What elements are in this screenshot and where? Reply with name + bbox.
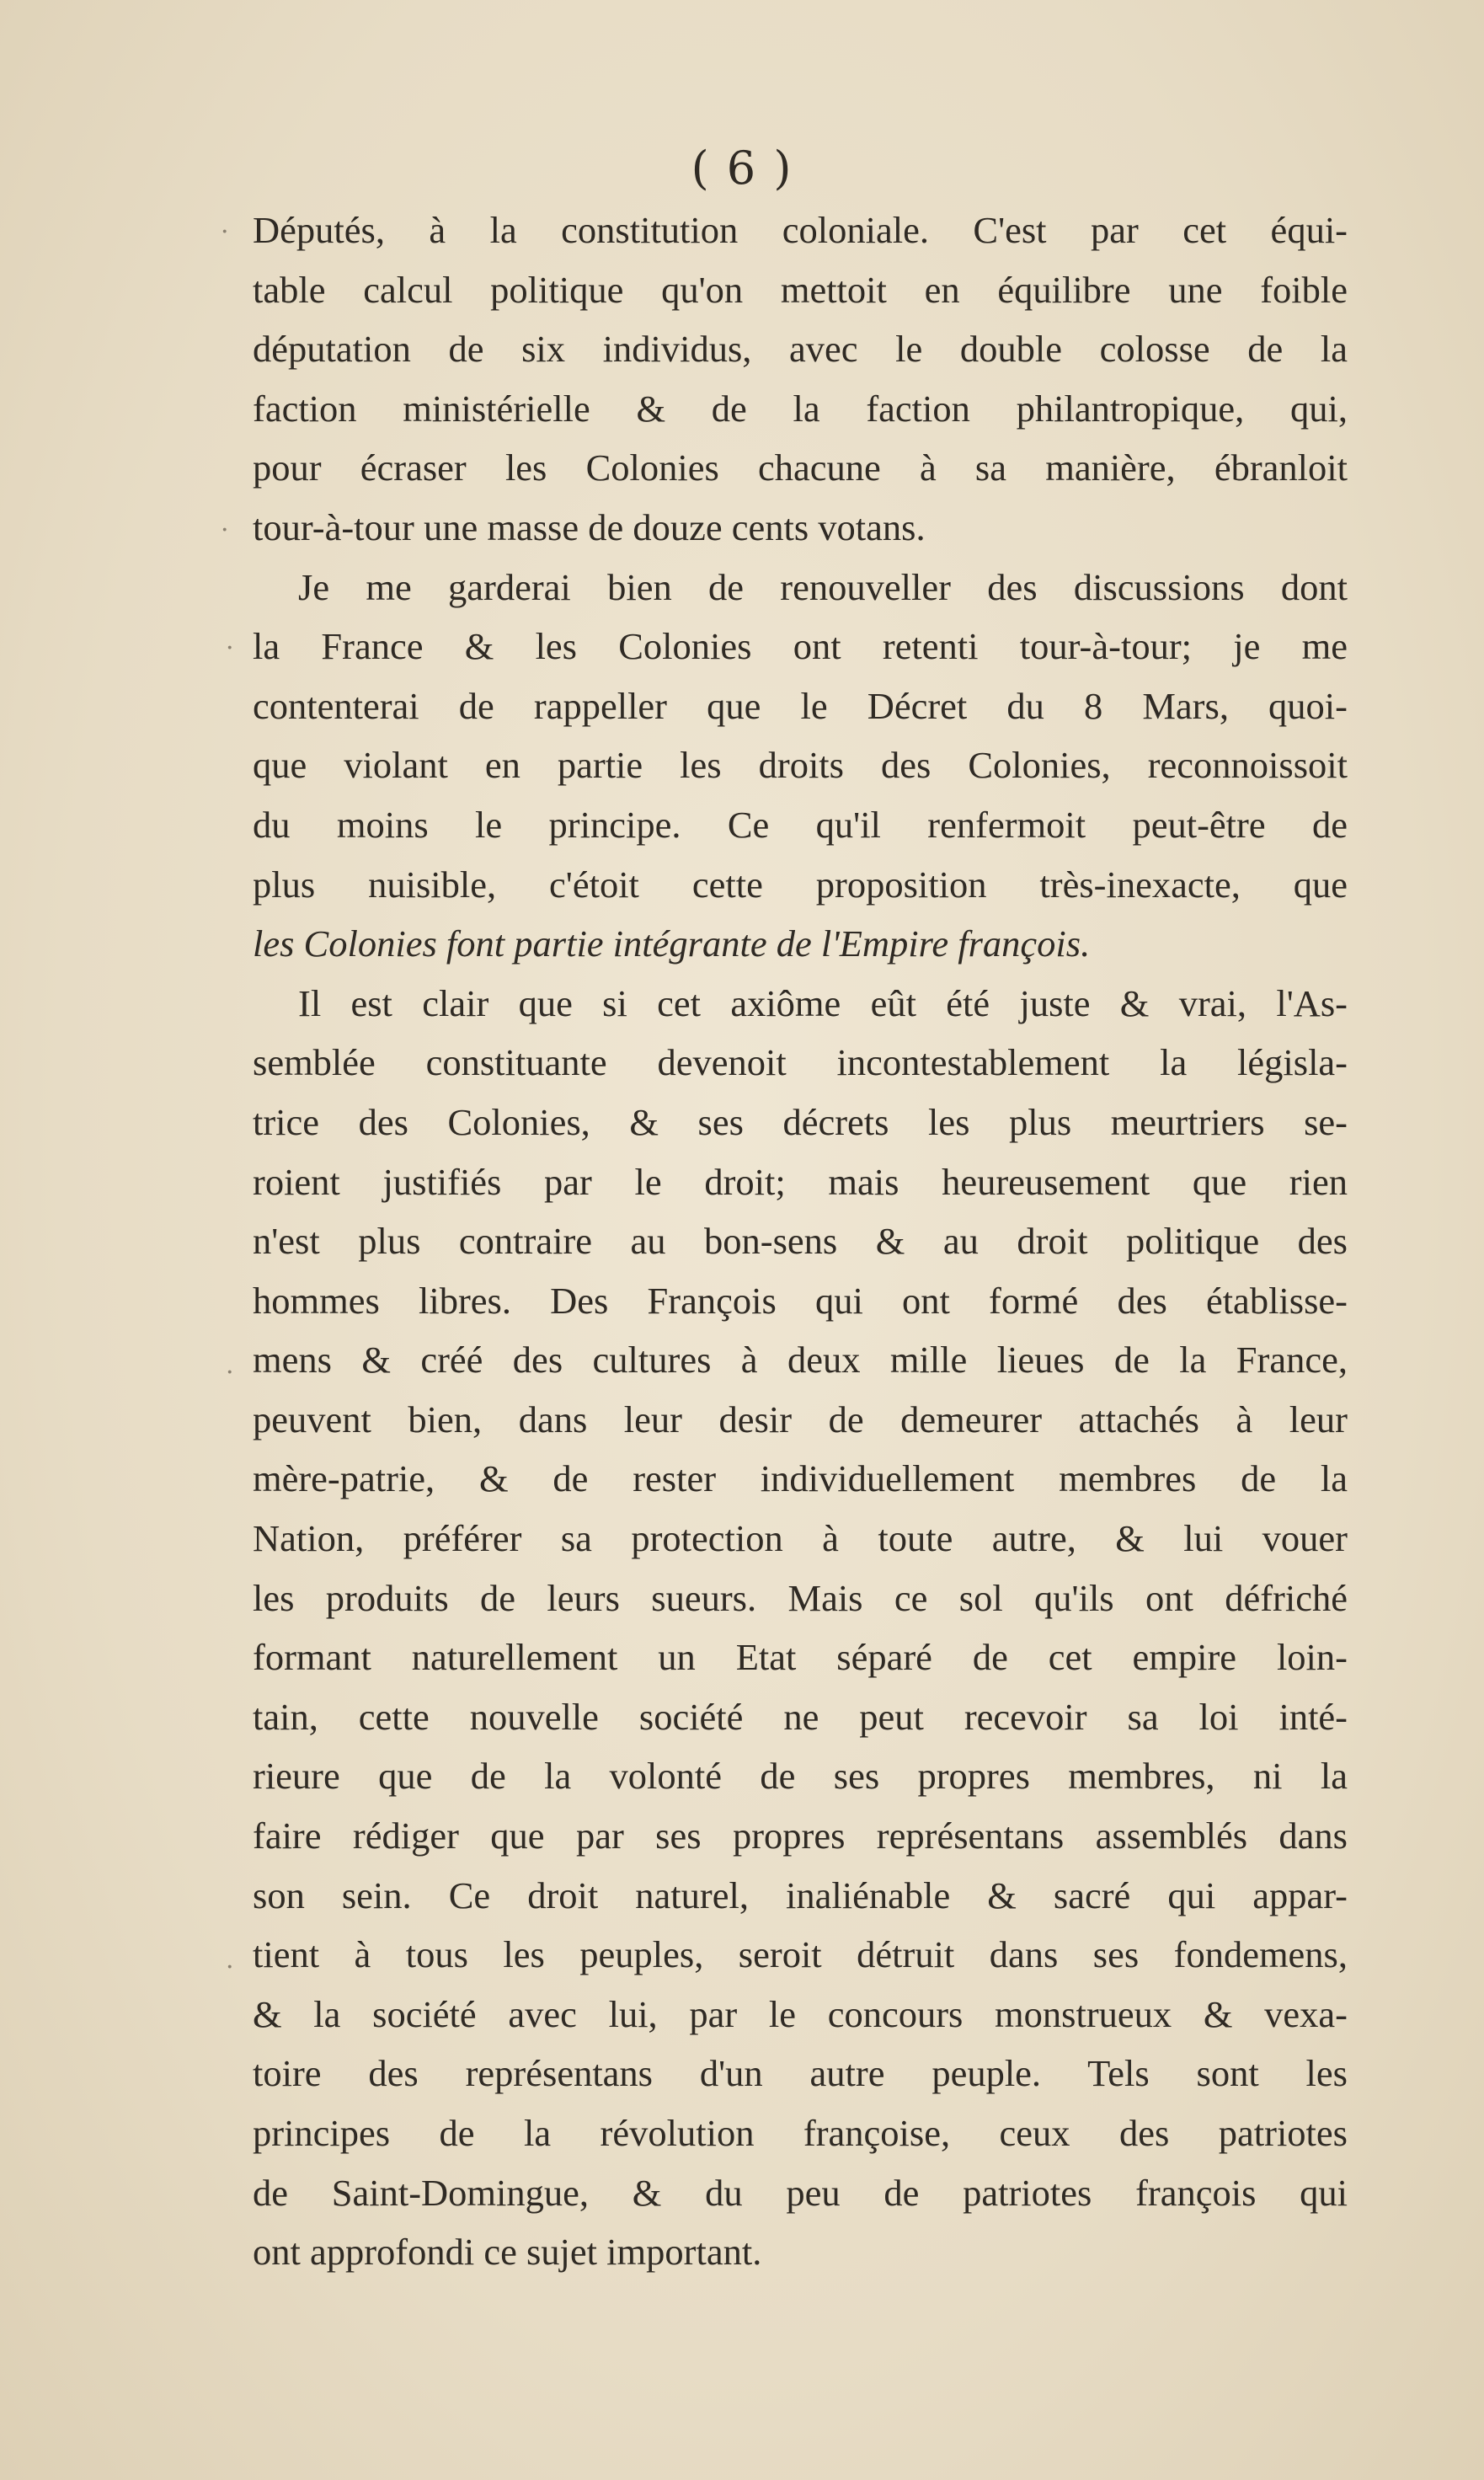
- text-line: Députés, à la constitution coloniale. C'est par cet équi-: [253, 209, 1348, 251]
- margin-speck: ·: [221, 217, 229, 247]
- body-text: [253, 200, 1348, 2282]
- text-line: plus nuisible, c'étoit cette proposition très-inexacte, que: [253, 863, 1348, 906]
- text-line: trice des Colonies, & ses décrets les plus meurtriers se-: [253, 1100, 1348, 1143]
- margin-speck: ·: [221, 516, 229, 545]
- text-line: son sein. Ce droit naturel, inaliénable & sacré qui appar-: [253, 1873, 1348, 1916]
- margin-speck: ·: [226, 1358, 234, 1387]
- text-line: formant naturellement un Etat séparé de cet empire loin-: [253, 1636, 1348, 1679]
- italic-text-line: les Colonies font partie intégrante de l'Empire françois.: [253, 922, 1091, 965]
- margin-speck: ·: [226, 633, 234, 663]
- text-line: roient justifiés par le droit; mais heureusement que rien: [253, 1160, 1348, 1203]
- margin-speck: ·: [226, 1953, 234, 1982]
- text-line: Nation, préférer sa protection à toute autre, & lui vouer: [253, 1517, 1348, 1560]
- text-line: de Saint-Domingue, & du peu de patriotes françois qui: [253, 2171, 1348, 2214]
- text-line: principes de la révolution françoise, ceux des patriotes: [253, 2112, 1348, 2154]
- text-line: que violant en partie les droits des Colonies, reconnoissoit: [253, 744, 1348, 787]
- text-line: hommes libres. Des François qui ont formé des établisse-: [253, 1279, 1348, 1322]
- text-line: toire des représentans d'un autre peuple. Tels sont les: [253, 2052, 1348, 2095]
- text-line: & la société avec lui, par le concours monstrueux & vexa-: [253, 1992, 1348, 2035]
- text-line: la France & les Colonies ont retenti tour-à-tour; je me: [253, 625, 1348, 668]
- text-line: mens & créé des cultures à deux mille lieues de la France,: [253, 1339, 1348, 1382]
- text-line: pour écraser les Colonies chacune à sa manière, ébranloit: [253, 446, 1348, 489]
- paragraph-3: [253, 974, 1348, 2282]
- text-line: tain, cette nouvelle société ne peut recevoir sa loi inté-: [253, 1695, 1348, 1738]
- text-line: les produits de leurs sueurs. Mais ce sol qu'ils ont défriché: [253, 1576, 1348, 1619]
- text-line: table calcul politique qu'on mettoit en équilibre une foible: [253, 268, 1348, 311]
- text-line: rieure que de la volonté de ses propres membres, ni la: [253, 1755, 1348, 1798]
- text-line: députation de six individus, avec le double colosse de la: [253, 328, 1348, 371]
- text-line: tient à tous les peuples, seroit détruit dans ses fondemens,: [253, 1933, 1348, 1976]
- text-line: tour-à-tour une masse de douze cents votans.: [253, 505, 926, 548]
- text-line: peuvent bien, dans leur desir de demeurer attachés à leur: [253, 1398, 1348, 1440]
- text-line: mère-patrie, & de rester individuellement membres de la: [253, 1457, 1348, 1500]
- text-line: n'est plus contraire au bon-sens & au droit politique des: [253, 1220, 1348, 1263]
- text-line: Je me garderai bien de renouveller des discussions dont: [298, 565, 1348, 608]
- paragraph-2: [253, 558, 1348, 974]
- text-line: Il est clair que si cet axiôme eût été juste & vrai, l'As-: [298, 981, 1348, 1024]
- text-line: semblée constituante devenoit incontestablement la législa-: [253, 1041, 1348, 1084]
- text-line: faire rédiger que par ses propres représentans assemblés dans: [253, 1815, 1348, 1857]
- text-line: ont approfondi ce sujet important.: [253, 2231, 762, 2274]
- text-line: du moins le principe. Ce qu'il renfermoit peut-être de: [253, 803, 1348, 846]
- page-number: ( 6 ): [691, 142, 793, 195]
- text-line: contenterai de rappeller que le Décret du 8 Mars, quoi-: [253, 684, 1348, 727]
- paragraph-1: [253, 200, 1348, 558]
- text-line: faction ministérielle & de la faction philantropique, qui,: [253, 387, 1348, 430]
